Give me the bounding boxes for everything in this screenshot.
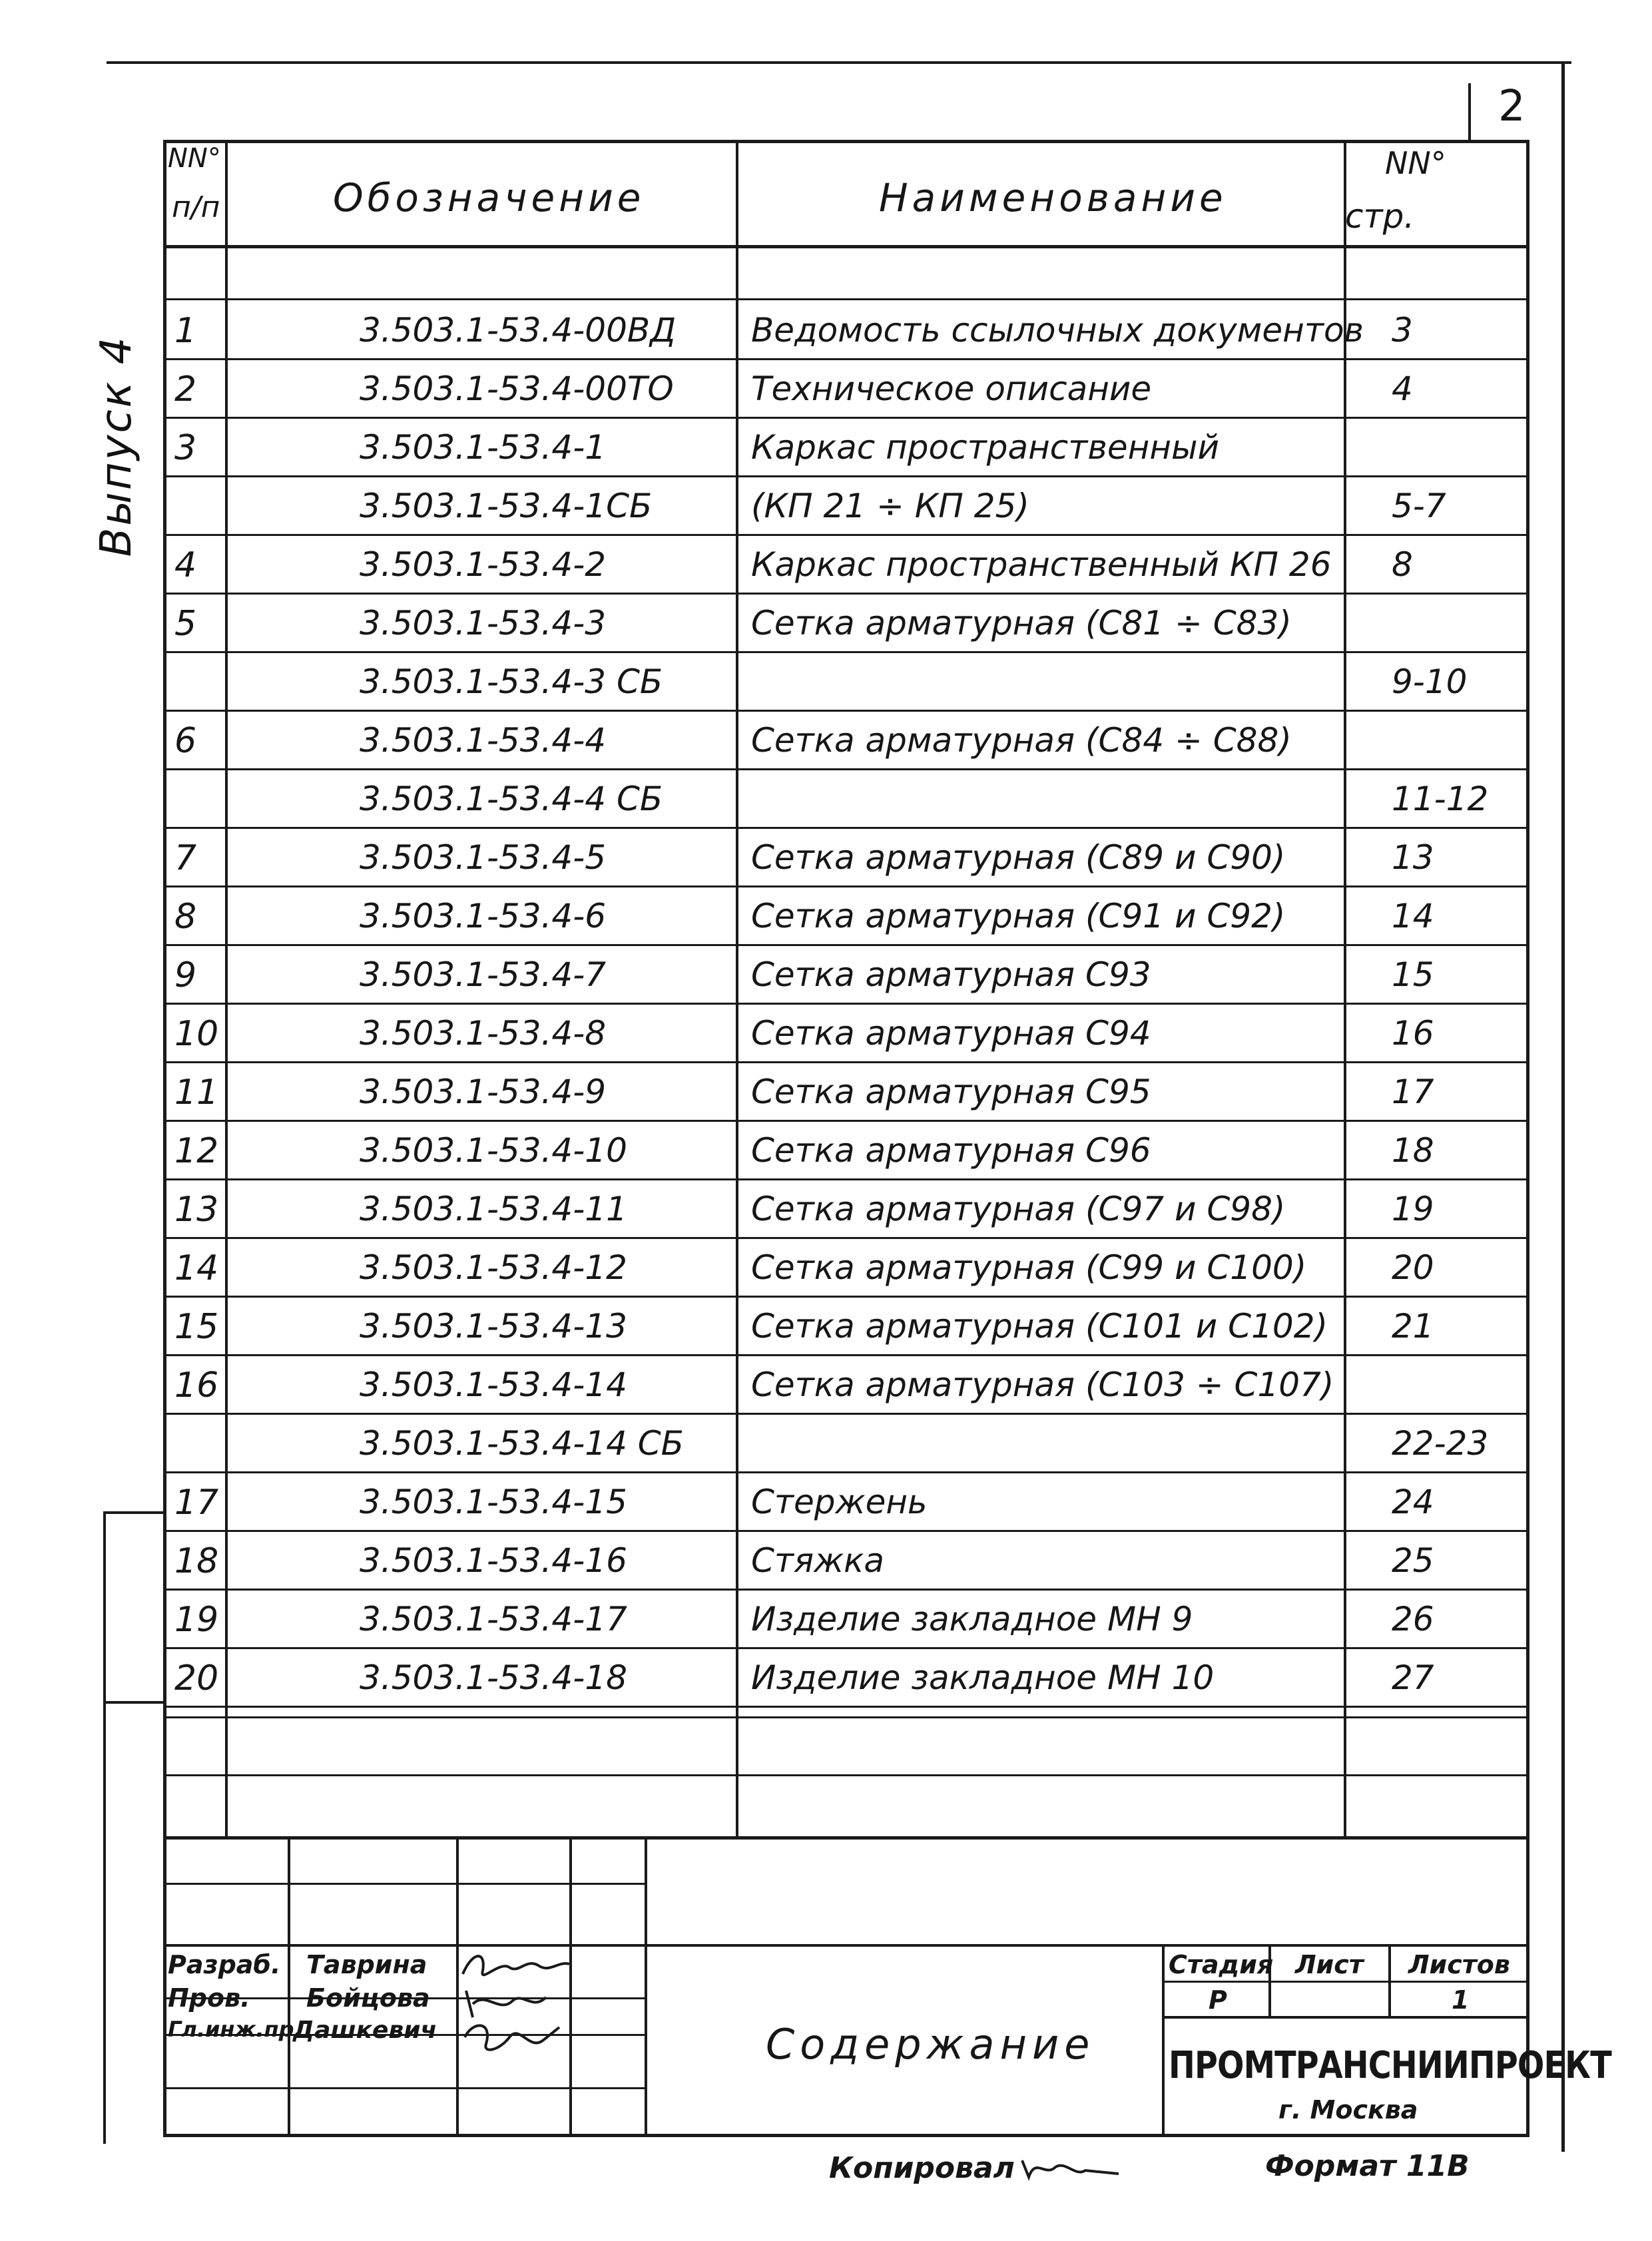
header-num: п/п bbox=[172, 190, 220, 224]
row-separator bbox=[163, 1530, 1528, 1532]
row-separator bbox=[163, 1589, 1528, 1591]
row-name: Сетка арматурная С94 bbox=[751, 1014, 1151, 1053]
header-pages-line2: стр. bbox=[1345, 197, 1415, 236]
row-name: Сетка арматурная (С89 и С90) bbox=[751, 838, 1286, 877]
row-designation: 3.503.1-53.4-16 bbox=[360, 1541, 627, 1580]
row-designation: 3.503.1-53.4-11 bbox=[360, 1190, 627, 1228]
row-number: 18 bbox=[174, 1541, 219, 1581]
copier-signature bbox=[1019, 2150, 1125, 2184]
row-pages: 13 bbox=[1392, 838, 1434, 877]
blank-line-a bbox=[163, 1716, 1528, 1718]
header-designation: Обозначение bbox=[333, 175, 645, 220]
row-separator bbox=[163, 1471, 1528, 1473]
row-separator bbox=[163, 1061, 1528, 1063]
row-separator bbox=[163, 534, 1528, 536]
row-designation: 3.503.1-53.4-2 bbox=[360, 545, 607, 584]
row-name: Сетка арматурная (С97 и С98) bbox=[751, 1190, 1286, 1228]
row-separator bbox=[163, 768, 1528, 770]
row-number: 20 bbox=[174, 1658, 219, 1698]
row-pages: 16 bbox=[1392, 1014, 1434, 1053]
row-name: Стержень bbox=[751, 1483, 928, 1521]
row-number: 15 bbox=[174, 1307, 219, 1347]
row-separator bbox=[163, 827, 1528, 829]
row-separator bbox=[163, 885, 1528, 887]
row-pages: 18 bbox=[1392, 1131, 1434, 1170]
tb-h5 bbox=[163, 2087, 647, 2089]
name-chief-engineer: Дашкевич bbox=[293, 2017, 437, 2044]
blank-line-c bbox=[163, 1836, 1528, 1840]
row-number: 9 bbox=[174, 955, 197, 995]
row-number: 4 bbox=[174, 545, 197, 585]
organization-city: г. Москва bbox=[1278, 2095, 1418, 2124]
header-num-line1: NN° bbox=[168, 143, 221, 174]
row-pages: 20 bbox=[1392, 1248, 1434, 1287]
row-pages: 8 bbox=[1392, 545, 1413, 584]
tb-stage-h2 bbox=[1162, 2016, 1528, 2019]
row-number: 8 bbox=[174, 897, 197, 937]
col-sep-3 bbox=[1344, 140, 1346, 1838]
row-designation: 3.503.1-53.4-12 bbox=[360, 1248, 627, 1287]
row-separator bbox=[163, 1178, 1528, 1180]
binding-strip-line bbox=[103, 1511, 106, 2144]
row-separator bbox=[163, 944, 1528, 946]
row-name: Сетка арматурная (С84 ÷ С88) bbox=[751, 721, 1292, 760]
side-label: Выпуск 4 bbox=[92, 335, 141, 557]
row-name: Сетка арматурная (С103 ÷ С107) bbox=[751, 1366, 1334, 1404]
row-designation: 3.503.1-53.4-1СБ bbox=[360, 487, 653, 525]
tb-h2 bbox=[163, 1944, 1528, 1947]
row-pages: 11-12 bbox=[1392, 780, 1489, 818]
row-pages: 22-23 bbox=[1392, 1424, 1489, 1463]
row-pages: 19 bbox=[1392, 1190, 1434, 1228]
row-number: 13 bbox=[174, 1190, 219, 1230]
header-pages-line1: NN° bbox=[1385, 145, 1446, 181]
row-name: Каркас пространственный bbox=[751, 428, 1220, 467]
row-designation: 3.503.1-53.4-3 СБ bbox=[360, 662, 663, 701]
row-pages: 14 bbox=[1392, 897, 1434, 935]
name-developed: Таврина bbox=[306, 1950, 427, 1979]
signature-developed bbox=[459, 1947, 573, 1987]
row-name: Сетка арматурная С95 bbox=[751, 1073, 1151, 1111]
row-number: 5 bbox=[174, 604, 197, 644]
row-designation: 3.503.1-53.4-17 bbox=[360, 1600, 627, 1638]
tb-right-v bbox=[1162, 1944, 1165, 2134]
row-number: 17 bbox=[174, 1483, 219, 1523]
row-name: Каркас пространственный КП 26 bbox=[751, 545, 1332, 584]
role-checked: Пров. bbox=[168, 1983, 250, 2013]
row-name: Изделие закладное МН 10 bbox=[751, 1658, 1215, 1697]
row-designation: 3.503.1-53.4-00ТО bbox=[360, 370, 674, 408]
frame-right-line bbox=[1561, 61, 1565, 2152]
row-number: 19 bbox=[174, 1600, 219, 1640]
row-designation: 3.503.1-53.4-15 bbox=[360, 1483, 627, 1521]
tb-v4 bbox=[645, 1836, 647, 2136]
stage-value: Р bbox=[1209, 1985, 1227, 2015]
row-number: 10 bbox=[174, 1014, 219, 1054]
row-designation: 3.503.1-53.4-14 bbox=[360, 1366, 627, 1404]
row-name: Сетка арматурная С96 bbox=[751, 1131, 1151, 1170]
format-label: Формат 11В bbox=[1265, 2149, 1470, 2183]
row-designation: 3.503.1-53.4-5 bbox=[360, 838, 607, 877]
row-designation: 3.503.1-53.4-9 bbox=[360, 1073, 607, 1111]
col-sep-2 bbox=[736, 140, 738, 1838]
row-pages: 3 bbox=[1392, 311, 1413, 350]
row-name: Сетка арматурная С93 bbox=[751, 955, 1151, 994]
row-designation: 3.503.1-53.4-13 bbox=[360, 1307, 627, 1346]
sheets-header: Листов bbox=[1408, 1950, 1510, 1979]
tb-v2 bbox=[456, 1836, 459, 2136]
row-name: Сетка арматурная (С81 ÷ С83) bbox=[751, 604, 1292, 642]
binding-strip-mid bbox=[103, 1701, 163, 1704]
row-pages: 24 bbox=[1392, 1483, 1434, 1521]
table-bottom-line bbox=[163, 2134, 1529, 2137]
row-designation: 3.503.1-53.4-14 СБ bbox=[360, 1424, 684, 1463]
name-checked: Бойцова bbox=[306, 1983, 430, 2013]
row-separator bbox=[163, 1296, 1528, 1298]
row-number: 1 bbox=[174, 311, 197, 351]
tb-h1 bbox=[163, 1883, 647, 1885]
row-separator bbox=[163, 1413, 1528, 1415]
row-pages: 26 bbox=[1392, 1600, 1434, 1638]
row-separator bbox=[163, 710, 1528, 712]
row-pages: 27 bbox=[1392, 1658, 1434, 1697]
row-number: 16 bbox=[174, 1366, 219, 1405]
row-separator bbox=[163, 358, 1528, 360]
row-designation: 3.503.1-53.4-00ВД bbox=[360, 311, 677, 350]
row-name: Сетка арматурная (С101 и С102) bbox=[751, 1307, 1328, 1346]
row-designation: 3.503.1-53.4-10 bbox=[360, 1131, 627, 1170]
row-separator bbox=[163, 417, 1528, 419]
role-chief-engineer: Гл.инж.пр. bbox=[168, 2017, 302, 2042]
row-pages: 17 bbox=[1392, 1073, 1434, 1111]
row-designation: 3.503.1-53.4-6 bbox=[360, 897, 607, 935]
row-number: 7 bbox=[174, 838, 197, 878]
row-separator bbox=[163, 1120, 1528, 1122]
row-name: Стяжка bbox=[751, 1541, 884, 1580]
doc-title: Содержание bbox=[766, 2020, 1095, 2069]
row-number: 2 bbox=[174, 370, 197, 409]
stage-header: Стадия bbox=[1169, 1950, 1274, 1979]
sheets-value: 1 bbox=[1452, 1985, 1470, 2015]
row-separator bbox=[163, 593, 1528, 595]
row-separator bbox=[163, 1354, 1528, 1356]
role-developed: Разраб. bbox=[168, 1950, 281, 1979]
blank-row-line bbox=[163, 298, 1528, 300]
row-number: 3 bbox=[174, 428, 197, 468]
row-name: Сетка арматурная (С99 и С100) bbox=[751, 1248, 1307, 1287]
binding-strip-top bbox=[103, 1511, 163, 1514]
row-pages: 21 bbox=[1392, 1307, 1434, 1346]
tb-v1 bbox=[288, 1836, 290, 2136]
row-separator bbox=[163, 1647, 1528, 1649]
row-name: Техническое описание bbox=[751, 370, 1152, 408]
page-number-divider bbox=[1468, 83, 1471, 143]
copied-by-label: Копировал bbox=[829, 2151, 1015, 2185]
col-sep-1 bbox=[225, 140, 228, 1838]
row-pages: 5-7 bbox=[1392, 487, 1446, 525]
row-number: 6 bbox=[174, 721, 197, 761]
blank-line-b bbox=[163, 1774, 1528, 1776]
row-separator bbox=[163, 475, 1528, 477]
row-separator bbox=[163, 1237, 1528, 1239]
table-top-line bbox=[163, 140, 1528, 143]
row-separator bbox=[163, 651, 1528, 653]
row-number: 11 bbox=[174, 1073, 219, 1113]
row-pages: 4 bbox=[1392, 370, 1413, 408]
row-designation: 3.503.1-53.4-7 bbox=[360, 955, 607, 994]
row-name: (КП 21 ÷ КП 25) bbox=[751, 487, 1029, 525]
row-name: Ведомость ссылочных документов bbox=[751, 311, 1364, 350]
organization-name: ПРОМТРАНСНИИПРОЕКТ bbox=[1169, 2044, 1611, 2087]
row-name: Сетка арматурная (С91 и С92) bbox=[751, 897, 1286, 935]
header-name: Наименование bbox=[879, 175, 1227, 220]
row-separator bbox=[163, 1706, 1528, 1708]
row-separator bbox=[163, 1003, 1528, 1005]
page-number: 2 bbox=[1498, 82, 1525, 131]
signature-chief-engineer bbox=[459, 2017, 573, 2057]
row-pages: 25 bbox=[1392, 1541, 1434, 1580]
tb-stage-h1 bbox=[1162, 1981, 1528, 1983]
row-designation: 3.503.1-53.4-8 bbox=[360, 1014, 607, 1053]
row-name: Изделие закладное МН 9 bbox=[751, 1600, 1193, 1638]
top-border-line bbox=[107, 61, 1571, 64]
row-number: 14 bbox=[174, 1248, 219, 1288]
row-designation: 3.503.1-53.4-1 bbox=[360, 428, 607, 467]
row-designation: 3.503.1-53.4-4 bbox=[360, 721, 607, 760]
row-designation: 3.503.1-53.4-18 bbox=[360, 1658, 627, 1697]
row-pages: 15 bbox=[1392, 955, 1434, 994]
row-designation: 3.503.1-53.4-3 bbox=[360, 604, 607, 642]
sheet-header: Лист bbox=[1295, 1950, 1364, 1979]
row-designation: 3.503.1-53.4-4 СБ bbox=[360, 780, 663, 818]
row-number: 12 bbox=[174, 1131, 219, 1171]
header-bottom-line bbox=[163, 245, 1528, 248]
row-pages: 9-10 bbox=[1392, 662, 1468, 701]
